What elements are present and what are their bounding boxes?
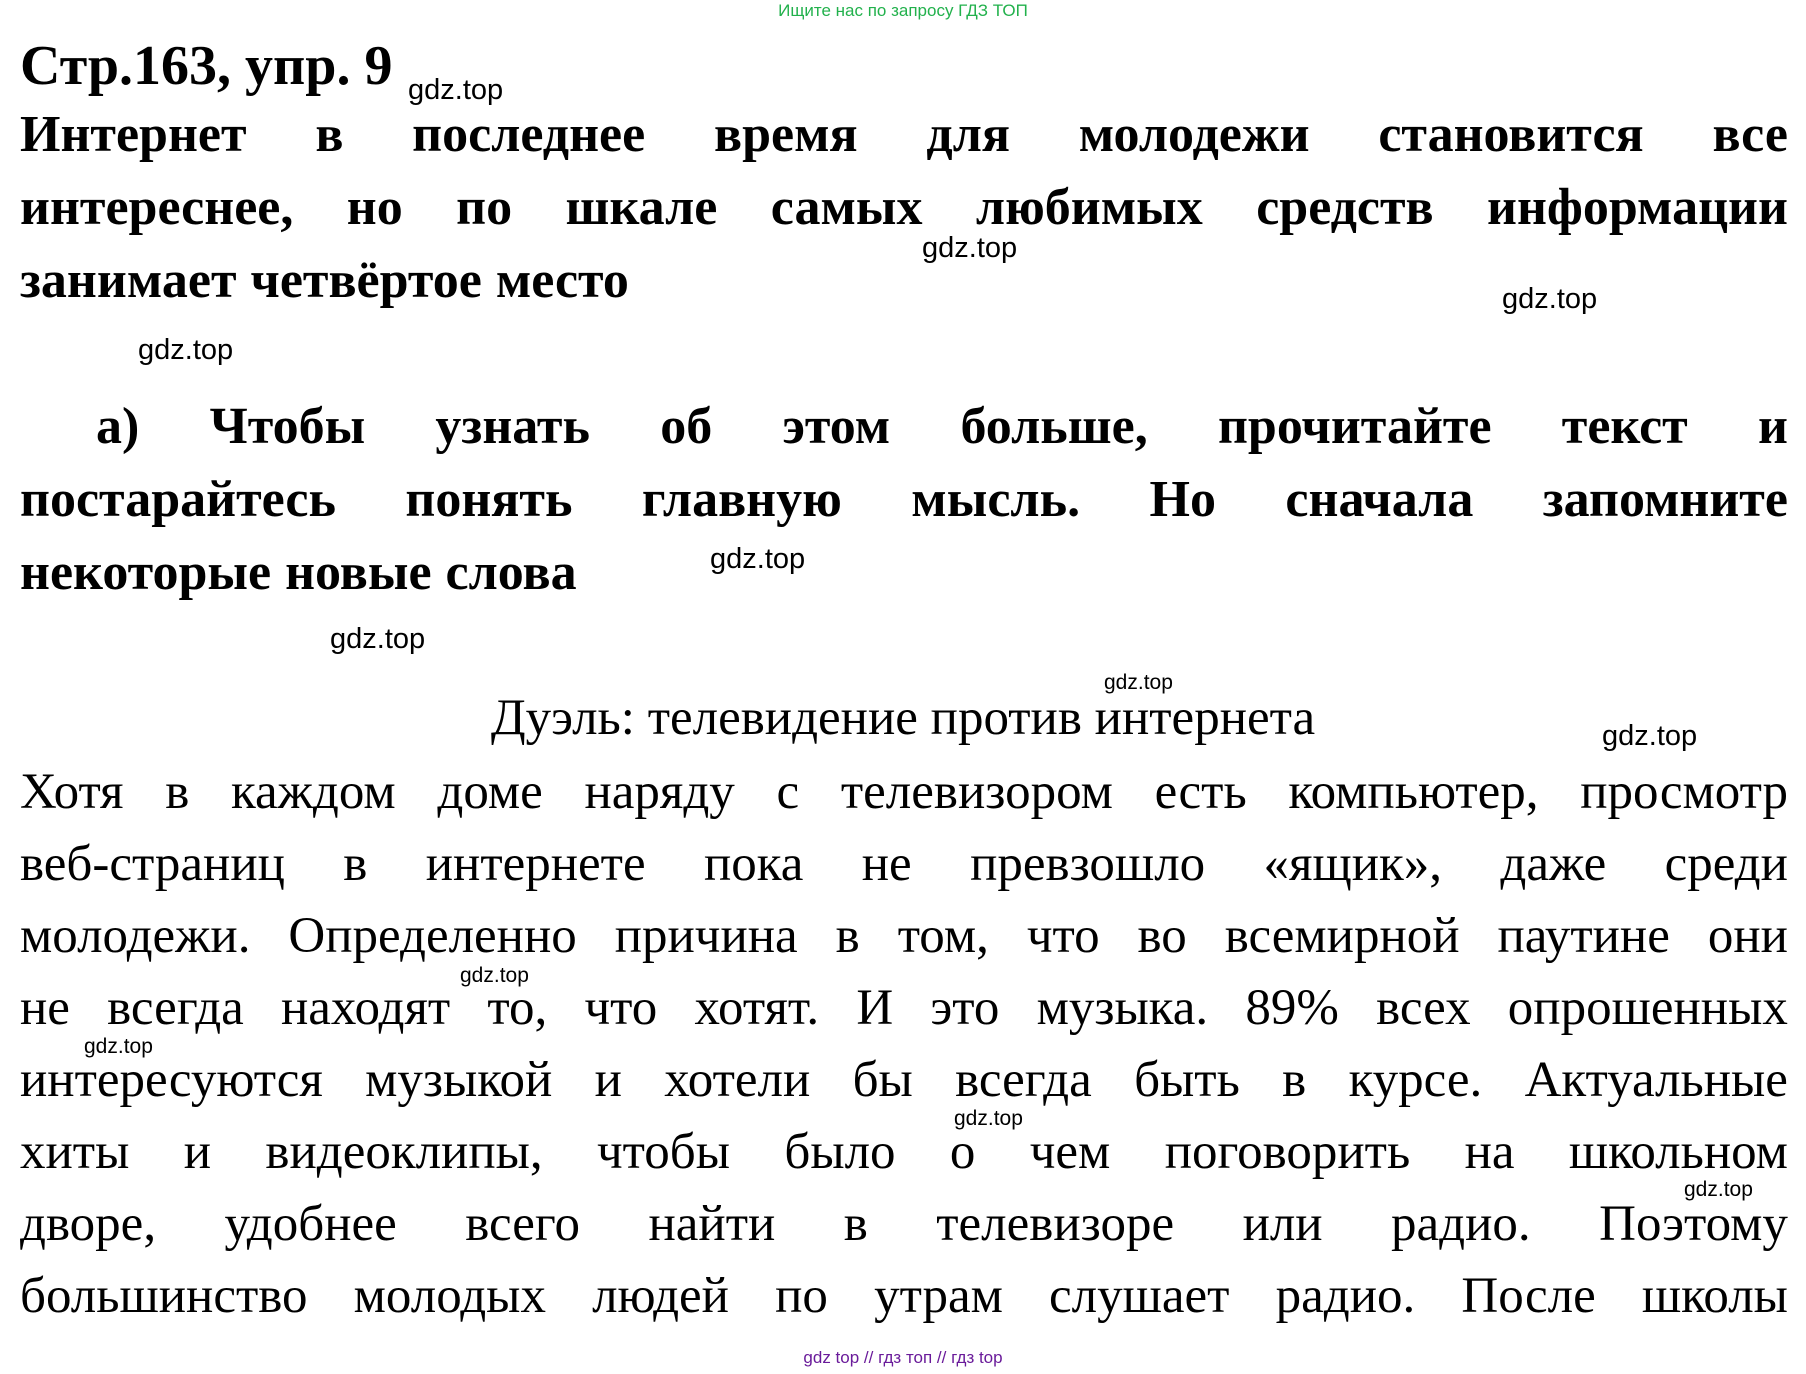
word: прочитайте (1217, 398, 1492, 455)
word: интереснее, (20, 179, 294, 236)
word: они (1707, 908, 1788, 964)
word: запомните (1542, 471, 1788, 528)
watermark: gdz.top (84, 1035, 153, 1058)
word: школьном (1568, 1124, 1788, 1180)
text-line (20, 828, 1788, 900)
word: средств (1256, 179, 1434, 236)
word: Актуальные (1524, 1052, 1788, 1108)
word: пока (703, 836, 804, 892)
word: найти (648, 1196, 776, 1252)
text-line (20, 972, 1788, 1044)
word: музыка. (1036, 980, 1209, 1036)
word: курсе. (1348, 1052, 1483, 1108)
word: а) (96, 398, 140, 455)
word: находят (280, 980, 451, 1036)
word: быть (1134, 1052, 1240, 1108)
word: в (835, 908, 860, 964)
text-heading: Дуэль: телевидение против интернета (490, 690, 1316, 746)
word: хиты (20, 1124, 130, 1180)
word: всех (1376, 980, 1471, 1036)
text-line (20, 1116, 1788, 1188)
word: опрошенных (1507, 980, 1788, 1036)
word: молодежи (1078, 106, 1310, 163)
word: по (456, 179, 513, 236)
word: доме (437, 764, 543, 820)
word: причина (614, 908, 798, 964)
watermark: gdz.top (1602, 720, 1698, 752)
word: молодых (353, 1268, 546, 1324)
word: всегда (107, 980, 244, 1036)
word: «ящик», (1263, 836, 1443, 892)
word: есть (1154, 764, 1247, 820)
word: главную (641, 471, 842, 528)
word: мысль. (911, 471, 1081, 528)
word: постарайтесь (20, 471, 336, 528)
word: с (776, 764, 800, 820)
word: слова (445, 544, 577, 601)
word: видеоклипы, (265, 1124, 543, 1180)
word: место (495, 252, 629, 309)
word: радио. (1391, 1196, 1531, 1252)
word: хотели (664, 1052, 811, 1108)
word: шкале (565, 179, 718, 236)
word: После (1461, 1268, 1596, 1324)
word: последнее (412, 106, 646, 163)
word: об (660, 398, 713, 455)
word: Чтобы (209, 398, 366, 455)
word: текст (1561, 398, 1688, 455)
word: занимает (20, 252, 237, 309)
watermark: gdz.top (138, 334, 234, 366)
word: четвёртое (250, 252, 482, 309)
word: самых (770, 179, 923, 236)
watermark: gdz.top (460, 964, 529, 987)
word: некоторые (20, 544, 272, 601)
word: наряду (584, 764, 735, 820)
word: Поэтому (1599, 1196, 1788, 1252)
word: в (165, 764, 190, 820)
word: интересуются (20, 1052, 323, 1108)
word: радио. (1275, 1268, 1416, 1324)
text-line (20, 900, 1788, 972)
watermark: gdz.top (1104, 671, 1173, 694)
word: понять (405, 471, 573, 528)
word: среди (1664, 836, 1788, 892)
word: Но (1149, 471, 1216, 528)
word: поговорить (1164, 1124, 1411, 1180)
word: любимых (975, 179, 1203, 236)
word: музыкой (365, 1052, 553, 1108)
subtask-line (20, 390, 1788, 463)
word: не (20, 980, 70, 1036)
subtask-line (20, 463, 1788, 536)
watermark: gdz.top (922, 232, 1018, 264)
word: что (1026, 908, 1100, 964)
word: в (343, 836, 368, 892)
word: узнать (435, 398, 590, 455)
word: в (843, 1196, 868, 1252)
word: время (713, 106, 858, 163)
watermark: gdz.top (1684, 1178, 1753, 1201)
word: каждом (231, 764, 396, 820)
word: что (584, 980, 658, 1036)
watermark: gdz.top (710, 543, 806, 575)
word: даже (1500, 836, 1607, 892)
word: 89% (1245, 980, 1339, 1036)
word: веб-страниц (20, 836, 285, 892)
word: всемирной (1224, 908, 1460, 964)
text-line (20, 1188, 1788, 1260)
word: и (183, 1124, 212, 1180)
text-line (20, 1044, 1788, 1116)
word: этом (782, 398, 891, 455)
word: по (775, 1268, 828, 1324)
word: чем (1029, 1124, 1111, 1180)
word: все (1712, 106, 1788, 163)
word: превзошло (970, 836, 1206, 892)
word: в (315, 106, 344, 163)
word: Хотя (20, 764, 124, 820)
word: и (594, 1052, 622, 1108)
word: чтобы (597, 1124, 731, 1180)
watermark: gdz.top (330, 623, 426, 655)
word: но (346, 179, 403, 236)
word: слушает (1049, 1268, 1230, 1324)
reading-text (20, 756, 1788, 1332)
word: всегда (955, 1052, 1092, 1108)
word: большинство (20, 1268, 308, 1324)
word: это (930, 980, 1000, 1036)
word: телевизоре (936, 1196, 1175, 1252)
word: дворе, (20, 1196, 157, 1252)
word: бы (852, 1052, 913, 1108)
watermark: gdz.top (954, 1107, 1023, 1130)
word: не (861, 836, 912, 892)
word: интернете (425, 836, 646, 892)
word: на (1464, 1124, 1515, 1180)
word: удобнее (224, 1196, 397, 1252)
subtask-line (20, 536, 1788, 609)
word: новые (285, 544, 432, 601)
word: И (856, 980, 894, 1036)
word: больше, (960, 398, 1148, 455)
word: становится (1378, 106, 1644, 163)
text-line (20, 1260, 1788, 1332)
word: или (1242, 1196, 1323, 1252)
word: просмотр (1580, 764, 1788, 820)
word: сначала (1285, 471, 1474, 528)
watermark: gdz.top (408, 74, 504, 106)
task-line (20, 98, 1788, 171)
word: информации (1487, 179, 1788, 236)
text-line (20, 756, 1788, 828)
word: компьютер, (1288, 764, 1539, 820)
subtask-statement (20, 390, 1788, 609)
word: телевизором (840, 764, 1113, 820)
word: паутине (1497, 908, 1670, 964)
top-banner: Ищите нас по запросу ГДЗ ТОП (778, 1, 1028, 20)
word: людей (592, 1268, 729, 1324)
word: было (784, 1124, 896, 1180)
watermark: gdz.top (1502, 283, 1598, 315)
word: и (1757, 398, 1788, 455)
word: Интернет (20, 106, 247, 163)
word: Определенно (288, 908, 577, 964)
word: школы (1641, 1268, 1788, 1324)
word: утрам (874, 1268, 1003, 1324)
word: о (949, 1124, 976, 1180)
word: в (1282, 1052, 1307, 1108)
word: том, (897, 908, 989, 964)
word: во (1137, 908, 1187, 964)
page-title: Стр.163, упр. 9 (20, 35, 393, 97)
word: всего (465, 1196, 581, 1252)
word: хотят. (694, 980, 820, 1036)
task-line (20, 171, 1788, 244)
word: то, (487, 980, 548, 1036)
footer: gdz top // гдз топ // гдз top (803, 1348, 1003, 1367)
word: молодежи. (20, 908, 251, 964)
word: для (926, 106, 1011, 163)
